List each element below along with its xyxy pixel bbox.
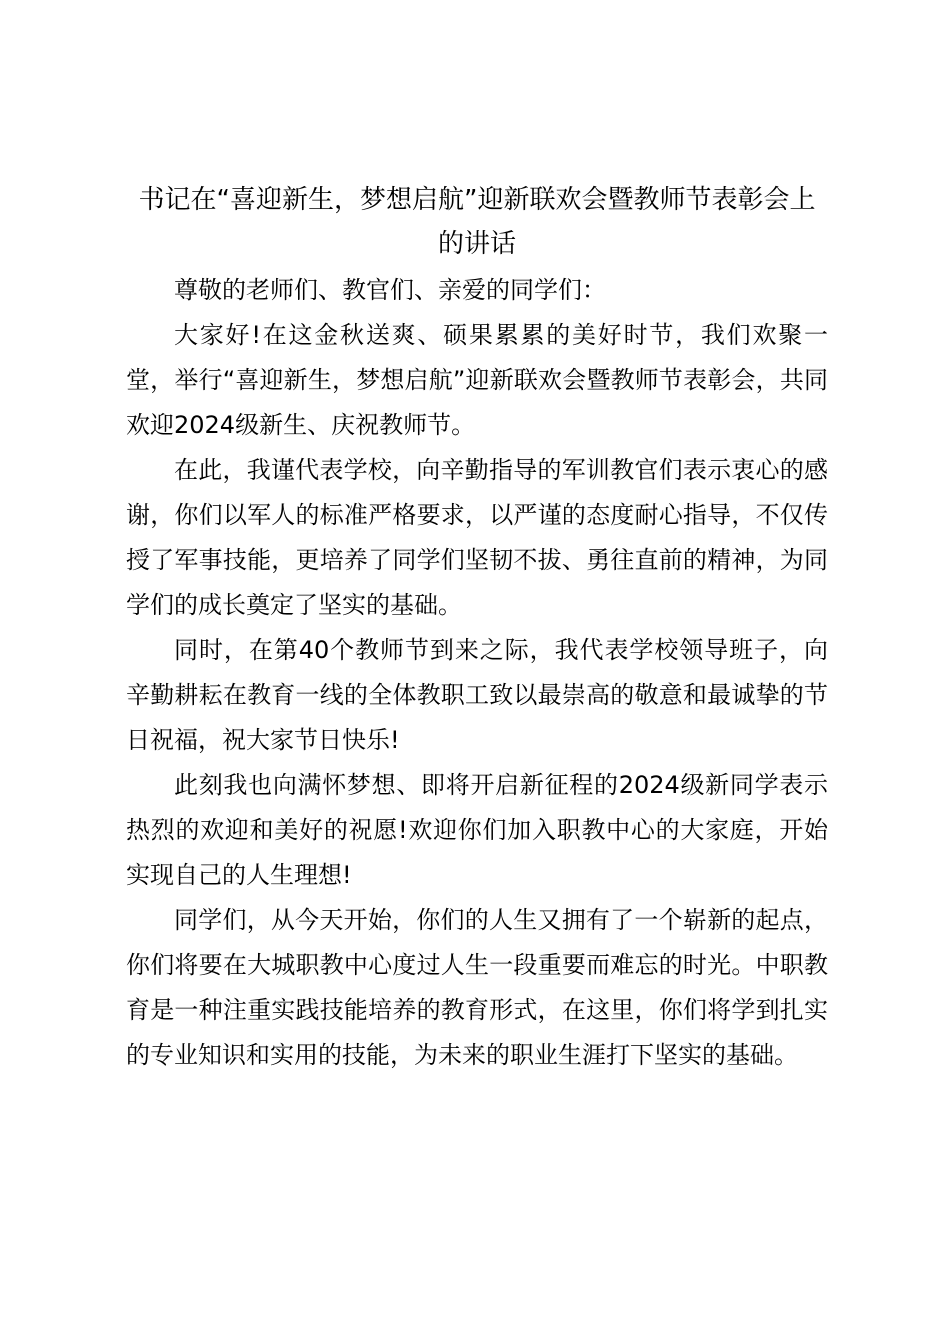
- paragraph-greeting: 大家好!在这金秋送爽、硕果累累的美好时节，我们欢聚一堂，举行“喜迎新生，梦想启航”迎新联欢会暨教师节表彰会，共同欢迎2024级新生、庆祝教师节。: [126, 321, 828, 439]
- document-title: 书记在“喜迎新生，梦想启航”迎新联欢会暨教师节表彰会上的讲话: [138, 185, 816, 259]
- paragraph-thanks-instructors: 在此，我谨代表学校，向辛勤指导的军训教官们表示衷心的感谢，你们以军人的标准严格要求，以严谨的态度耐心指导，不仅传授了军事技能，更培养了同学们坚韧不拔、勇往直前的精神，为同学们的成长奠定了坚实的基础。: [126, 456, 828, 619]
- paragraph-welcome-students: 此刻我也向满怀梦想、即将开启新征程的2024级新同学表示热烈的欢迎和美好的祝愿!欢迎你们加入职教中心的大家庭，开始实现自己的人生理想!: [126, 771, 828, 889]
- paragraph-teachers-day: 同时，在第40个教师节到来之际，我代表学校领导班子，向辛勤耕耘在教育一线的全体教职工致以最崇高的敬意和最诚挚的节日祝福，祝大家节日快乐!: [126, 636, 828, 754]
- paragraph-new-start: 同学们，从今天开始，你们的人生又拥有了一个崭新的起点，你们将要在大城职教中心度过人生一段重要而难忘的时光。中职教育是一种注重实践技能培养的教育形式，在这里，你们将学到扎实的专业知识和实用的技能，为未来的职业生涯打下坚实的基础。: [126, 906, 828, 1069]
- document-page: [126, 178, 828, 1078]
- salutation: 尊敬的老师们、教官们、亲爱的同学们：: [174, 276, 606, 304]
